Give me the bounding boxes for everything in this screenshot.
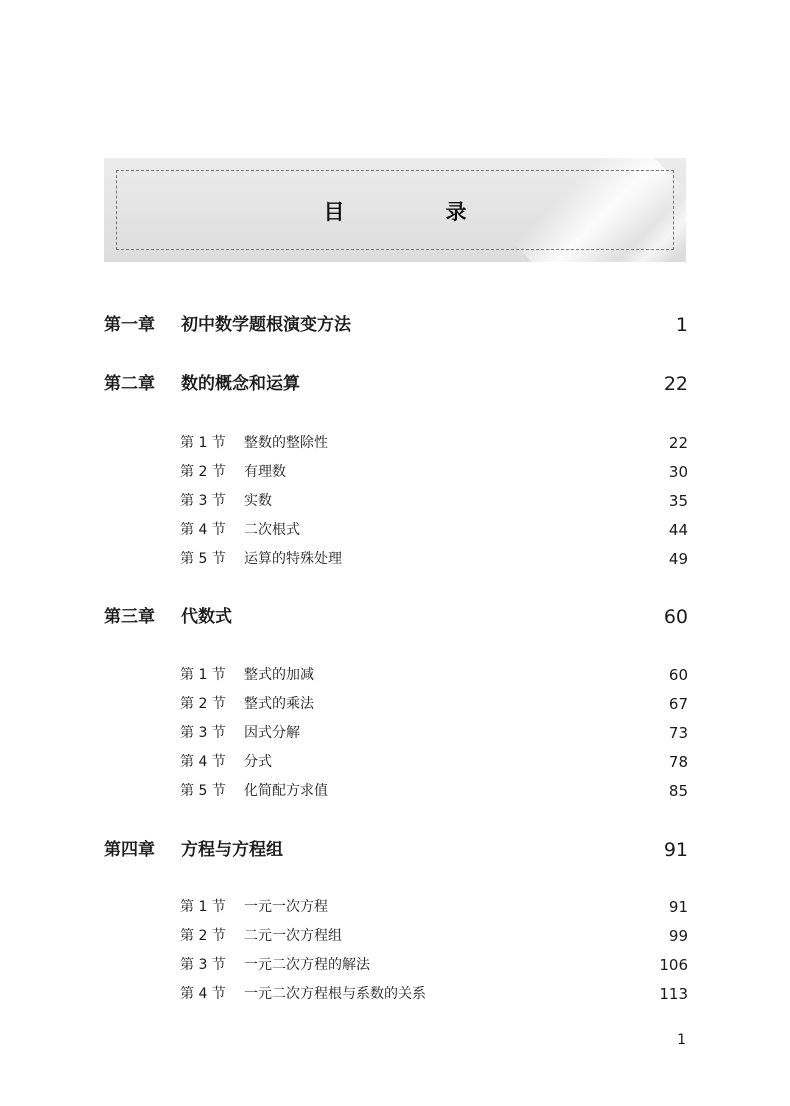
section-title: 一元一次方程 [244, 899, 328, 915]
section-page: 49 [668, 550, 688, 568]
toc-section[interactable] [180, 722, 688, 744]
toc-section[interactable] [180, 432, 688, 454]
section-number: 第 3 节 [180, 957, 226, 973]
toc-section[interactable] [180, 693, 688, 715]
toc-section[interactable] [180, 896, 688, 918]
chapter-title: 数的概念和运算 [181, 374, 300, 394]
section-page: 35 [668, 492, 688, 510]
toc-title: 目 录 [323, 200, 507, 224]
toc-section[interactable] [180, 954, 688, 976]
chapter-page: 91 [663, 839, 688, 861]
section-page: 44 [668, 521, 688, 539]
section-page: 60 [668, 666, 688, 684]
section-title: 化简配方求值 [244, 783, 328, 799]
section-title: 因式分解 [244, 725, 300, 741]
section-number: 第 1 节 [180, 435, 226, 451]
toc-chapter[interactable] [104, 604, 688, 630]
section-page: 73 [668, 724, 688, 742]
chapter-page: 22 [663, 373, 688, 395]
section-page: 30 [668, 463, 688, 481]
toc-section[interactable] [180, 461, 688, 483]
section-title: 整式的加减 [244, 667, 314, 683]
toc-title-banner [104, 158, 686, 262]
chapter-number: 第二章 [104, 374, 155, 394]
section-title: 一元二次方程的解法 [244, 957, 370, 973]
toc-section[interactable] [180, 983, 688, 1005]
toc-chapter[interactable] [104, 371, 688, 397]
section-title: 分式 [244, 754, 272, 770]
section-number: 第 2 节 [180, 464, 226, 480]
section-number: 第 3 节 [180, 493, 226, 509]
chapter-page: 60 [663, 606, 688, 628]
section-number: 第 5 节 [180, 783, 226, 799]
section-title: 运算的特殊处理 [244, 551, 342, 567]
section-page: 85 [668, 782, 688, 800]
chapter-title: 代数式 [181, 607, 232, 627]
chapter-number: 第四章 [104, 840, 155, 860]
section-number: 第 4 节 [180, 754, 226, 770]
footer-page-number: 1 [677, 1032, 686, 1048]
section-page: 99 [668, 927, 688, 945]
section-title: 整数的整除性 [244, 435, 328, 451]
toc-section[interactable] [180, 780, 688, 802]
section-page: 113 [659, 985, 688, 1003]
section-page: 91 [668, 898, 688, 916]
toc-section[interactable] [180, 664, 688, 686]
section-number: 第 1 节 [180, 667, 226, 683]
toc-chapter[interactable] [104, 837, 688, 863]
section-title: 实数 [244, 493, 272, 509]
toc-section[interactable] [180, 548, 688, 570]
section-page: 106 [659, 956, 688, 974]
toc-section[interactable] [180, 925, 688, 947]
section-number: 第 4 节 [180, 986, 226, 1002]
section-title: 整式的乘法 [244, 696, 314, 712]
toc-chapter[interactable] [104, 312, 688, 338]
section-number: 第 5 节 [180, 551, 226, 567]
section-number: 第 3 节 [180, 725, 226, 741]
chapter-title: 初中数学题根演变方法 [181, 315, 351, 335]
section-page: 67 [668, 695, 688, 713]
chapter-page: 1 [675, 314, 688, 336]
section-page: 22 [668, 434, 688, 452]
toc-section[interactable] [180, 519, 688, 541]
section-title: 一元二次方程根与系数的关系 [244, 986, 426, 1002]
section-title: 有理数 [244, 464, 286, 480]
chapter-number: 第一章 [104, 315, 155, 335]
chapter-number: 第三章 [104, 607, 155, 627]
toc-section[interactable] [180, 490, 688, 512]
chapter-title: 方程与方程组 [181, 840, 283, 860]
section-number: 第 4 节 [180, 522, 226, 538]
section-number: 第 2 节 [180, 696, 226, 712]
section-title: 二元一次方程组 [244, 928, 342, 944]
section-page: 78 [668, 753, 688, 771]
section-number: 第 1 节 [180, 899, 226, 915]
section-title: 二次根式 [244, 522, 300, 538]
section-number: 第 2 节 [180, 928, 226, 944]
toc-section[interactable] [180, 751, 688, 773]
